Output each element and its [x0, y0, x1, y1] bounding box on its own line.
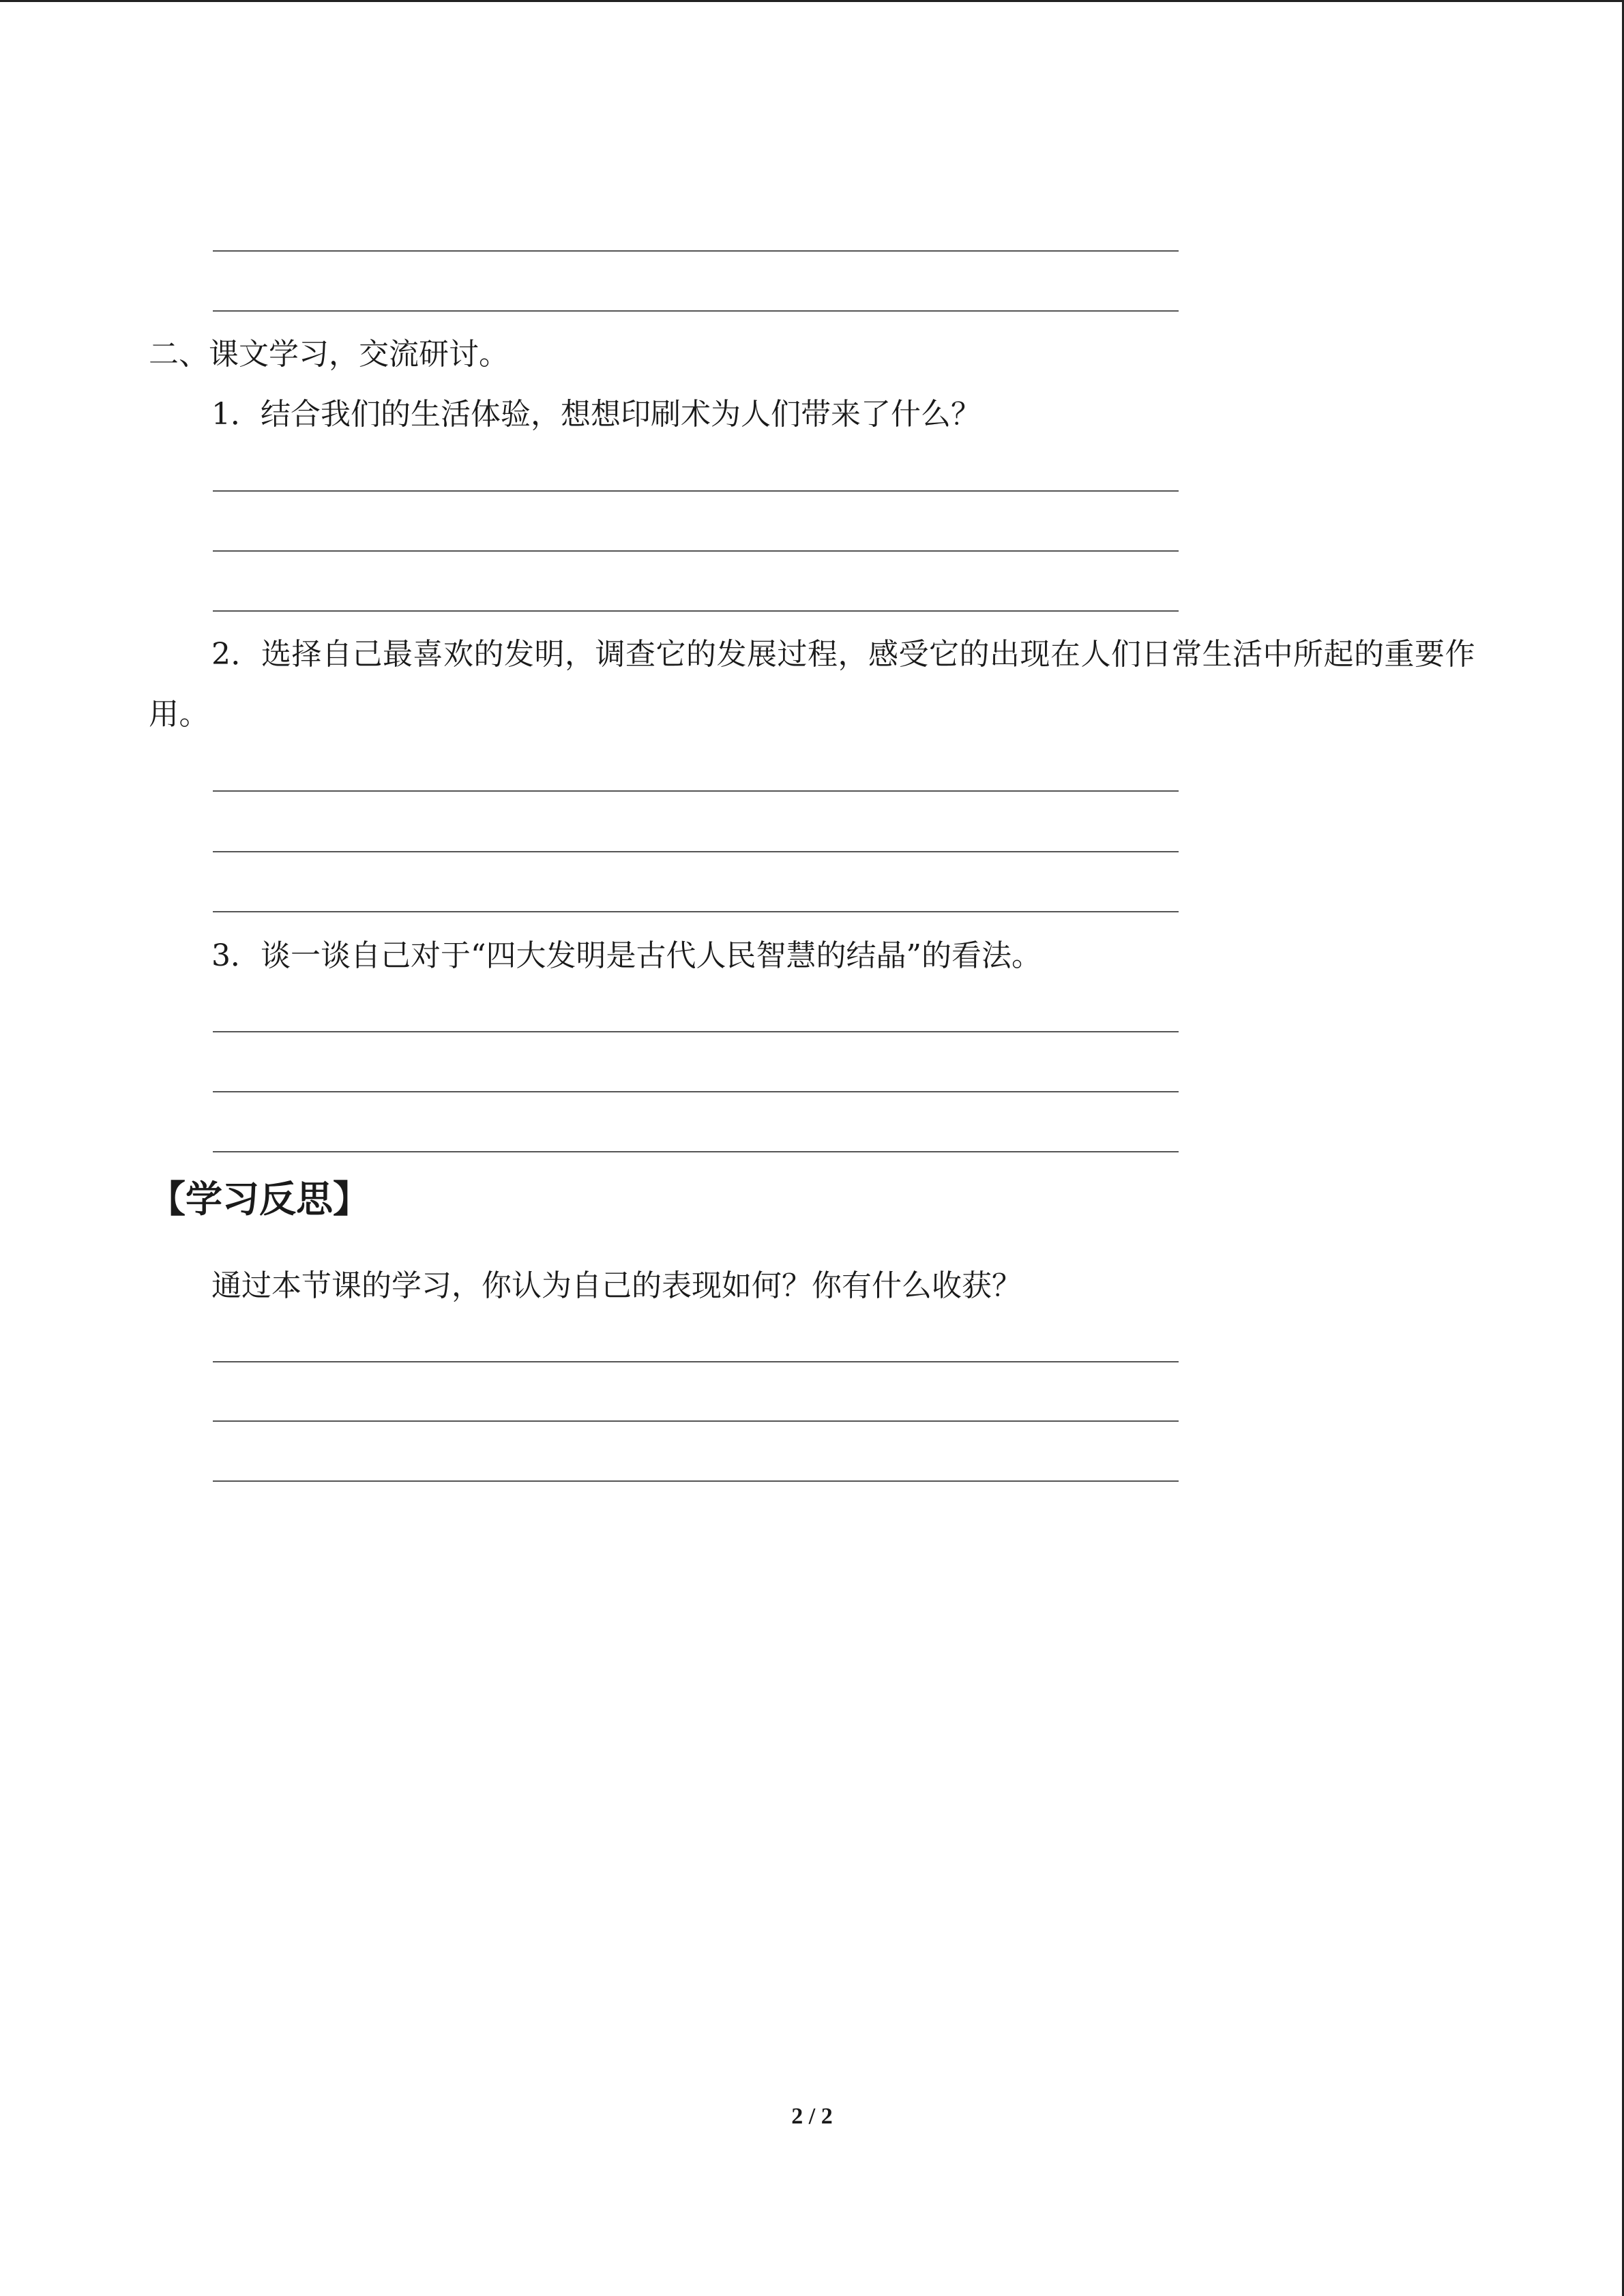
answer-line[interactable] — [213, 1031, 1179, 1032]
answer-line[interactable] — [213, 610, 1179, 612]
answer-line[interactable] — [213, 790, 1179, 792]
page-top-border — [0, 0, 1624, 2]
answer-line[interactable] — [213, 1361, 1179, 1362]
answer-line[interactable] — [213, 310, 1179, 312]
answer-line[interactable] — [213, 250, 1179, 252]
page-number: 2 / 2 — [791, 2104, 833, 2129]
answer-line[interactable] — [213, 1151, 1179, 1152]
question-3: 3．谈一谈自己对于“四大发明是古代人民智慧的结晶”的看法。 — [211, 938, 1042, 973]
answer-line[interactable] — [213, 851, 1179, 852]
reflection-prompt: 通过本节课的学习，你认为自己的表现如何？你有什么收获？ — [211, 1268, 1022, 1303]
answer-line[interactable] — [213, 1091, 1179, 1092]
answer-line[interactable] — [213, 1480, 1179, 1482]
question-2: 2．选择自己最喜欢的发明，调查它的发展过程，感受它的出现在人们日常生活中所起的重要作用。 — [149, 637, 1475, 732]
answer-line[interactable] — [213, 490, 1179, 492]
answer-line[interactable] — [213, 550, 1179, 552]
answer-line[interactable] — [213, 1420, 1179, 1422]
reflection-heading: 【学习反思】 — [149, 1178, 370, 1221]
section-two-title: 二、课文学习，交流研讨。 — [149, 337, 509, 372]
answer-line[interactable] — [213, 911, 1179, 912]
question-1: 1．结合我们的生活体验，想想印刷术为人们带来了什么？ — [211, 397, 981, 432]
